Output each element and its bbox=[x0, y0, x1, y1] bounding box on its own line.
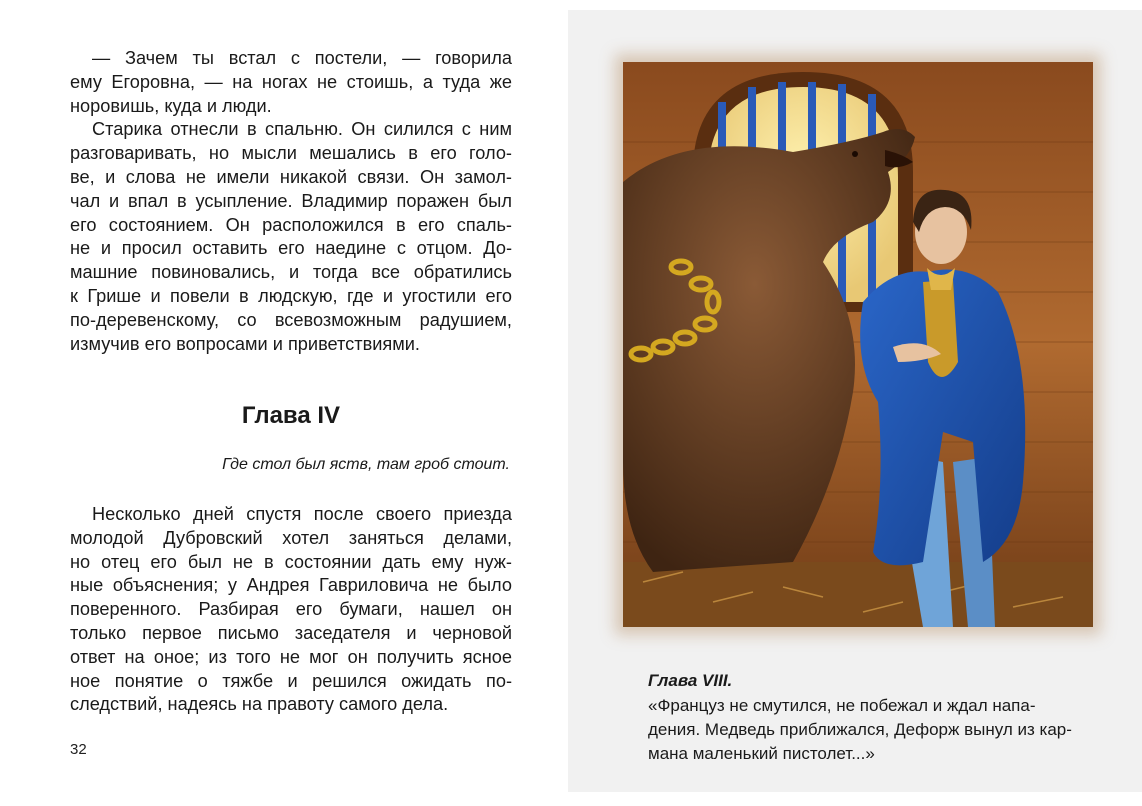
text-line: его состоянием. Он расположился в его спаль- bbox=[70, 214, 512, 235]
text-block-top bbox=[70, 47, 512, 356]
left-page bbox=[0, 0, 566, 806]
chapter-paragraph bbox=[70, 503, 512, 717]
text-line: Старика отнесли в спальню. Он силился с ним bbox=[92, 119, 512, 140]
text-line: ные объяснения; у Андрея Гавриловича не было bbox=[70, 575, 512, 596]
text-line: не и просил оставить его наедине с отцом. До- bbox=[70, 238, 512, 259]
text-line: ве, и слова не имели никакой связи. Он замол- bbox=[70, 166, 512, 187]
text-line: поверенного. Разбирая его бумаги, нашел он bbox=[70, 599, 512, 620]
illustration-image bbox=[623, 62, 1093, 627]
text-line: норовишь, куда и люди. bbox=[70, 95, 272, 116]
text-line: к Грише и повели в людскую, где и угостили его bbox=[70, 285, 512, 306]
text-line: измучив его вопросами и приветствиями. bbox=[70, 333, 420, 354]
text-line: разговаривать, но мысли мешались в его голо- bbox=[70, 143, 512, 164]
text-block-chapter bbox=[70, 503, 512, 717]
text-line: по-деревенскому, со всевозможным радушием, bbox=[70, 309, 512, 330]
caption-title: Глава VIII. bbox=[648, 671, 733, 690]
text-line: ответ на оное; из того не мог он получить ясное bbox=[70, 646, 512, 667]
paragraph-1 bbox=[70, 47, 512, 118]
caption-text bbox=[648, 694, 1088, 766]
caption-line: дения. Медведь приближался, Дефорж вынул из кар- bbox=[648, 720, 1072, 739]
text-line: Несколько дней спустя после своего приезда bbox=[92, 504, 512, 524]
text-line: ное понятие о тяжбе и решился ожидать по- bbox=[70, 670, 512, 691]
text-line: молодой Дубровский хотел заняться делами, bbox=[70, 527, 512, 548]
page-number: 32 bbox=[70, 741, 87, 758]
text-line: только первое письмо заседателя и черновой bbox=[70, 622, 512, 643]
caption-line: «Француз не смутился, не побежал и ждал напа- bbox=[648, 696, 1036, 715]
text-line: — Зачем ты встал с постели, — говорила bbox=[92, 48, 512, 68]
text-line: но отец его был не в состоянии дать ему нуж- bbox=[70, 551, 512, 572]
illustration-bear-and-man bbox=[623, 62, 1093, 627]
text-line: машние повиновались, и тогда все обратились bbox=[70, 262, 512, 283]
caption-line: мана маленький пистолет...» bbox=[648, 744, 875, 763]
paragraph-2 bbox=[70, 118, 512, 356]
text-line: ему Егоровна, — на ногах не стоишь, а туда же bbox=[70, 71, 512, 92]
text-line: чал и впал в усыпление. Владимир поражен был bbox=[70, 190, 512, 211]
chapter-title: Глава IV bbox=[241, 402, 341, 429]
text-line: следствий, надеясь на правоту самого дела. bbox=[70, 694, 449, 715]
epigraph: Где стол был яств, там гроб стоит. bbox=[222, 456, 510, 473]
